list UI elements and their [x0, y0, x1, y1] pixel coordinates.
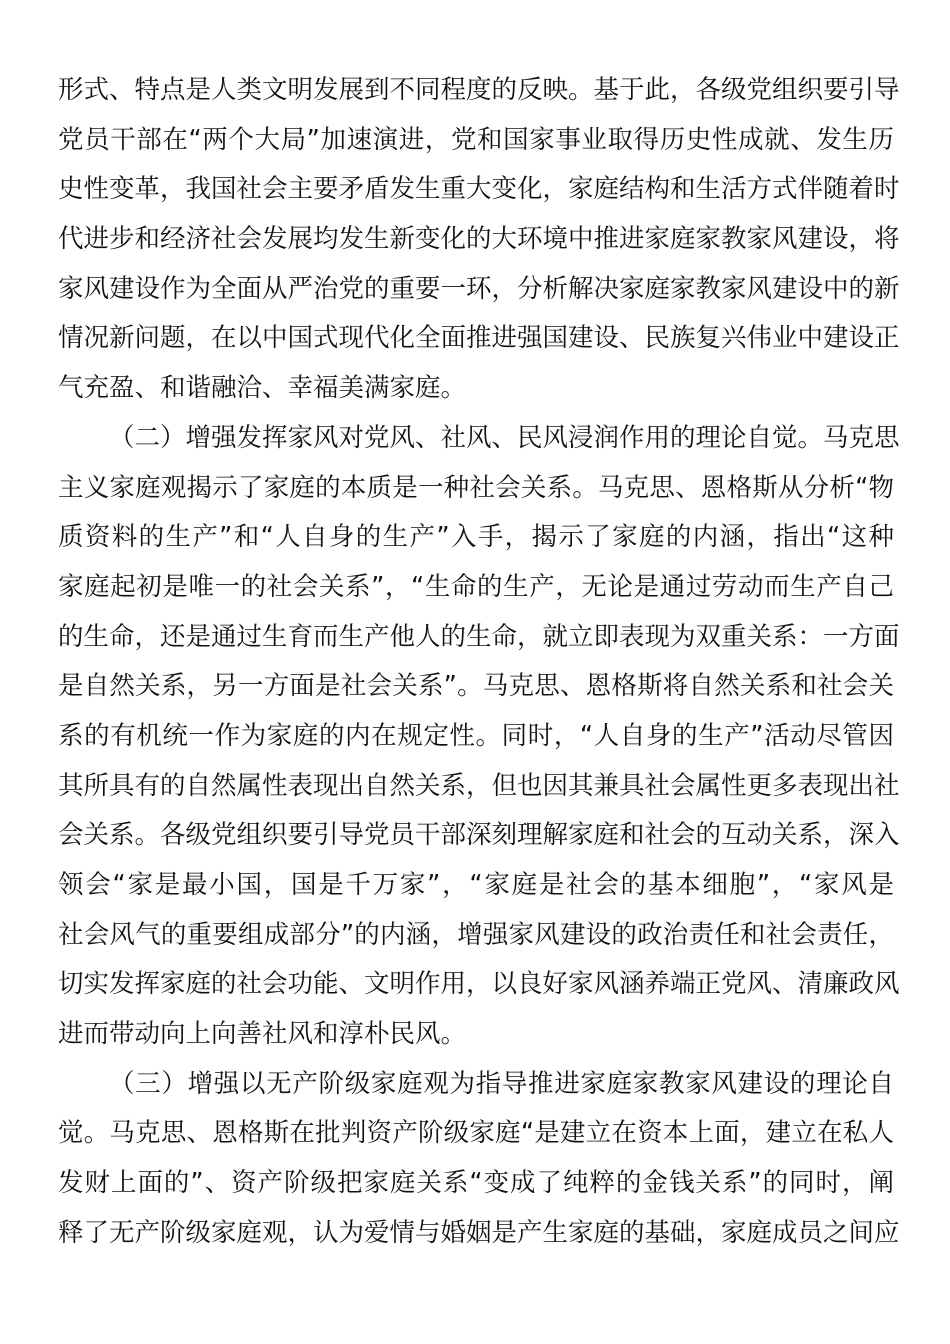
text-line: （三）增强以无产阶级家庭观为指导推进家庭家教家风建设的理论自	[109, 1068, 894, 1099]
text-line: 质资料的生产”和“人自身的生产”入手，揭示了家庭的内涵，指出“这种	[58, 522, 894, 553]
text-line: 家庭起初是唯一的社会关系”，“生命的生产，无论是通过劳动而生产自己	[58, 571, 894, 602]
text-line: 会关系。各级党组织要引导党员干部深刻理解家庭和社会的互动关系，深入	[58, 820, 900, 851]
text-line: 社会风气的重要组成部分”的内涵，增强家风建设的政治责任和社会责任，	[58, 919, 894, 950]
text-line: 的生命，还是通过生育而生产他人的生命，就立即表现为双重关系：一方面	[58, 621, 900, 652]
text-line: 释了无产阶级家庭观，认为爱情与婚姻是产生家庭的基础，家庭成员之间应	[58, 1217, 900, 1248]
text-line: 主义家庭观揭示了家庭的本质是一种社会关系。马克思、恩格斯从分析“物	[58, 472, 894, 503]
text-line: 觉。马克思、恩格斯在批判资产阶级家庭“是建立在资本上面，建立在私人	[58, 1118, 894, 1149]
paragraph-section-two	[58, 414, 900, 1060]
text-line: 是自然关系，另一方面是社会关系”。马克思、恩格斯将自然关系和社会关	[58, 671, 894, 702]
text-line: 切实发挥家庭的社会功能、文明作用，以良好家风涵养端正党风、清廉政风	[58, 969, 900, 1000]
paragraph-continuation	[58, 66, 900, 414]
text-line: （二）增强发挥家风对党风、社风、民风浸润作用的理论自觉。马克思	[109, 422, 900, 453]
text-line: 气充盈、和谐融洽、幸福美满家庭。	[58, 373, 467, 404]
text-line: 形式、特点是人类文明发展到不同程度的反映。基于此，各级党组织要引导	[58, 75, 900, 105]
text-line: 家风建设作为全面从严治党的重要一环，分析解决家庭家教家风建设中的新	[58, 273, 900, 304]
text-line: 代进步和经济社会发展均发生新变化的大环境中推进家庭家教家风建设，将	[58, 224, 900, 255]
text-line: 进而带动向上向善社风和淳朴民风。	[58, 1019, 467, 1050]
text-line: 领会“家是最小国，国是千万家”，“家庭是社会的基本细胞”，“家风是	[58, 870, 894, 900]
text-line: 史性变革，我国社会主要矛盾发生重大变化，家庭结构和生活方式伴随着时	[58, 174, 900, 205]
text-line: 其所具有的自然属性表现出自然关系，但也因其兼具社会属性更多表现出社	[58, 770, 900, 801]
text-line: 系的有机统一作为家庭的内在规定性。同时，“人自身的生产”活动尽管因	[58, 720, 894, 751]
paragraph-section-three	[58, 1060, 900, 1259]
text-line: 党员干部在“两个大局”加速演进，党和国家事业取得历史性成就、发生历	[58, 124, 894, 155]
body-text	[58, 66, 900, 1259]
text-line: 情况新问题，在以中国式现代化全面推进强国建设、民族复兴伟业中建设正	[58, 323, 900, 354]
text-line: 发财上面的”、资产阶级把家庭关系“变成了纯粹的金钱关系”的同时，阐	[58, 1168, 894, 1199]
